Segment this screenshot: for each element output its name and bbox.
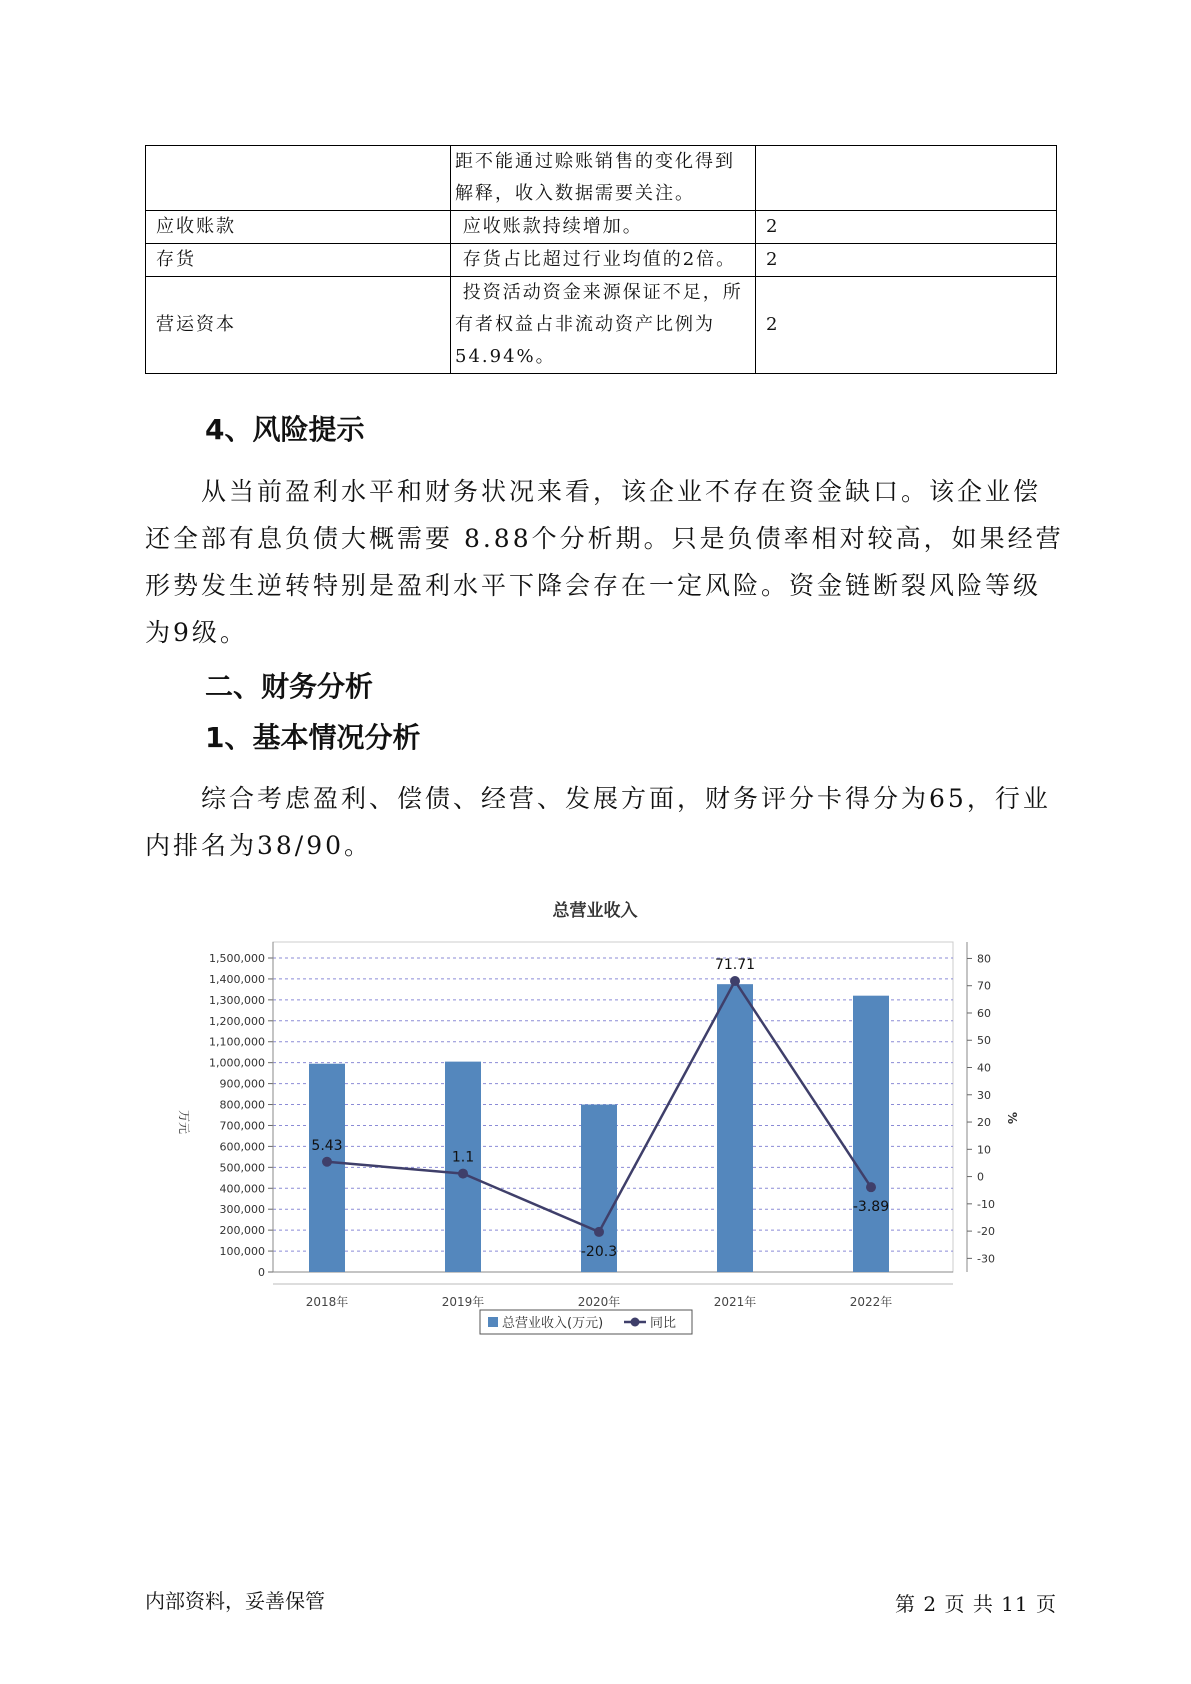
yoy-point	[866, 1182, 876, 1192]
y2-tick-label: 60	[977, 1006, 991, 1020]
legend-swatch-dot	[631, 1318, 640, 1327]
y-tick-label: 800,000	[219, 1098, 265, 1112]
y2-tick-label: -20	[977, 1225, 995, 1239]
y2-tick-label: 70	[977, 979, 991, 993]
table-cell-score: 2	[756, 211, 1057, 244]
yoy-data-label: -3.89	[852, 1199, 890, 1216]
table-cell-score: 2	[756, 277, 1057, 374]
y2-tick-label: 40	[977, 1061, 991, 1075]
y-tick-label: 900,000	[219, 1077, 265, 1091]
y-tick-label: 1,500,000	[209, 952, 265, 965]
y2-tick-label: 10	[977, 1143, 991, 1157]
x-tick-label: 2021年	[713, 1295, 757, 1309]
risk-table	[145, 145, 1057, 374]
x-tick-label: 2018年	[305, 1295, 349, 1309]
y-tick-label: 300,000	[219, 1203, 265, 1217]
y-tick-label: 0	[258, 1266, 265, 1279]
basic-paragraph	[145, 775, 1065, 869]
y-tick-label: 400,000	[219, 1182, 265, 1196]
yoy-point	[458, 1169, 468, 1179]
bar	[853, 996, 889, 1272]
y-tick-label: 200,000	[219, 1224, 265, 1238]
description-line: 应收账款持续增加。	[455, 216, 643, 237]
footer-confidential: 内部资料，妥善保管	[145, 1589, 325, 1613]
table-cell-description	[451, 244, 756, 277]
y-tick-label: 1,000,000	[209, 1056, 265, 1070]
table-cell-item	[146, 146, 451, 211]
table-cell-item: 营运资本	[146, 277, 451, 374]
table-row	[146, 244, 1057, 277]
basic-paragraph-text: 综合考虑盈利、偿债、经营、发展方面，财务评分卡得分为65，行业内排名为38/90。	[145, 784, 1051, 860]
chart-title: 总营业收入	[552, 901, 638, 921]
table-cell-score	[756, 146, 1057, 211]
bar	[717, 984, 753, 1272]
y2-tick-label: 50	[977, 1034, 991, 1048]
risk-paragraph	[145, 468, 1065, 656]
table-cell-description	[451, 277, 756, 374]
y2-tick-label: -30	[977, 1252, 995, 1266]
yoy-point	[322, 1157, 332, 1167]
y-tick-label: 1,400,000	[209, 972, 265, 986]
y-tick-label: 1,300,000	[209, 993, 265, 1007]
table-row	[146, 277, 1057, 374]
risk-paragraph-text: 从当前盈利水平和财务状况来看，该企业不存在资金缺口。该企业偿还全部有息负债大概需要 8.88个分析期。只是负债率相对较高，如果经营形势发生逆转特别是盈利水平下降会存在一定风险。资金链断裂风险等级为9级。	[145, 477, 1064, 647]
legend-swatch-bar	[488, 1317, 498, 1327]
y-tick-label: 600,000	[219, 1140, 265, 1154]
legend-label-yoy: 同比	[650, 1316, 677, 1331]
table-row	[146, 146, 1057, 211]
table-cell-score: 2	[756, 244, 1057, 277]
y2-axis-label: %	[1005, 1112, 1019, 1125]
table-cell-item: 应收账款	[146, 211, 451, 244]
revenue-chart	[170, 890, 1020, 1360]
description-line: 有者权益占非流动资产比例为	[455, 314, 715, 335]
description-line: 存货占比超过行业均值的2倍。	[455, 249, 737, 270]
bar	[445, 1062, 481, 1272]
table-row	[146, 211, 1057, 244]
legend-label-revenue: 总营业收入(万元)	[502, 1316, 604, 1331]
y2-tick-label: 80	[977, 952, 991, 966]
description-line: 54.94%。	[455, 346, 556, 367]
x-tick-label: 2019年	[441, 1295, 485, 1309]
yoy-data-label: -20.3	[580, 1243, 618, 1260]
description-line: 距不能通过赊账销售的变化得到	[455, 151, 735, 172]
y2-tick-label: 20	[977, 1116, 991, 1130]
section-heading-basic: 1、基本情况分析	[205, 721, 421, 754]
x-tick-label: 2022年	[849, 1295, 893, 1309]
section-heading-risk: 4、风险提示	[205, 413, 365, 446]
x-tick-label: 2020年	[577, 1295, 621, 1309]
table-cell-item: 存货	[146, 244, 451, 277]
y2-tick-label: 30	[977, 1088, 991, 1102]
y-tick-label: 1,200,000	[209, 1014, 265, 1028]
yoy-point	[594, 1227, 604, 1237]
table-cell-description	[451, 146, 756, 211]
footer-page-number: 第 2 页 共 11 页	[895, 1592, 1057, 1616]
yoy-data-label: 1.1	[451, 1149, 475, 1166]
yoy-data-label: 71.71	[714, 957, 756, 974]
revenue-chart-svg	[170, 890, 1020, 1360]
y-axis-label: 万元	[177, 1110, 191, 1135]
section-heading-financial: 二、财务分析	[205, 670, 374, 703]
description-line: 投资活动资金来源保证不足，所	[455, 282, 743, 303]
y-tick-label: 500,000	[219, 1161, 265, 1175]
y-tick-label: 100,000	[219, 1245, 265, 1259]
yoy-data-label: 5.43	[311, 1137, 343, 1154]
y2-tick-label: -10	[977, 1197, 995, 1211]
description-line: 解释，收入数据需要关注。	[455, 183, 695, 204]
y-tick-label: 1,100,000	[209, 1035, 265, 1049]
y-tick-label: 700,000	[219, 1119, 265, 1133]
y2-tick-label: 0	[977, 1170, 984, 1184]
bar	[309, 1064, 345, 1272]
yoy-point	[730, 976, 740, 986]
table-cell-description	[451, 211, 756, 244]
